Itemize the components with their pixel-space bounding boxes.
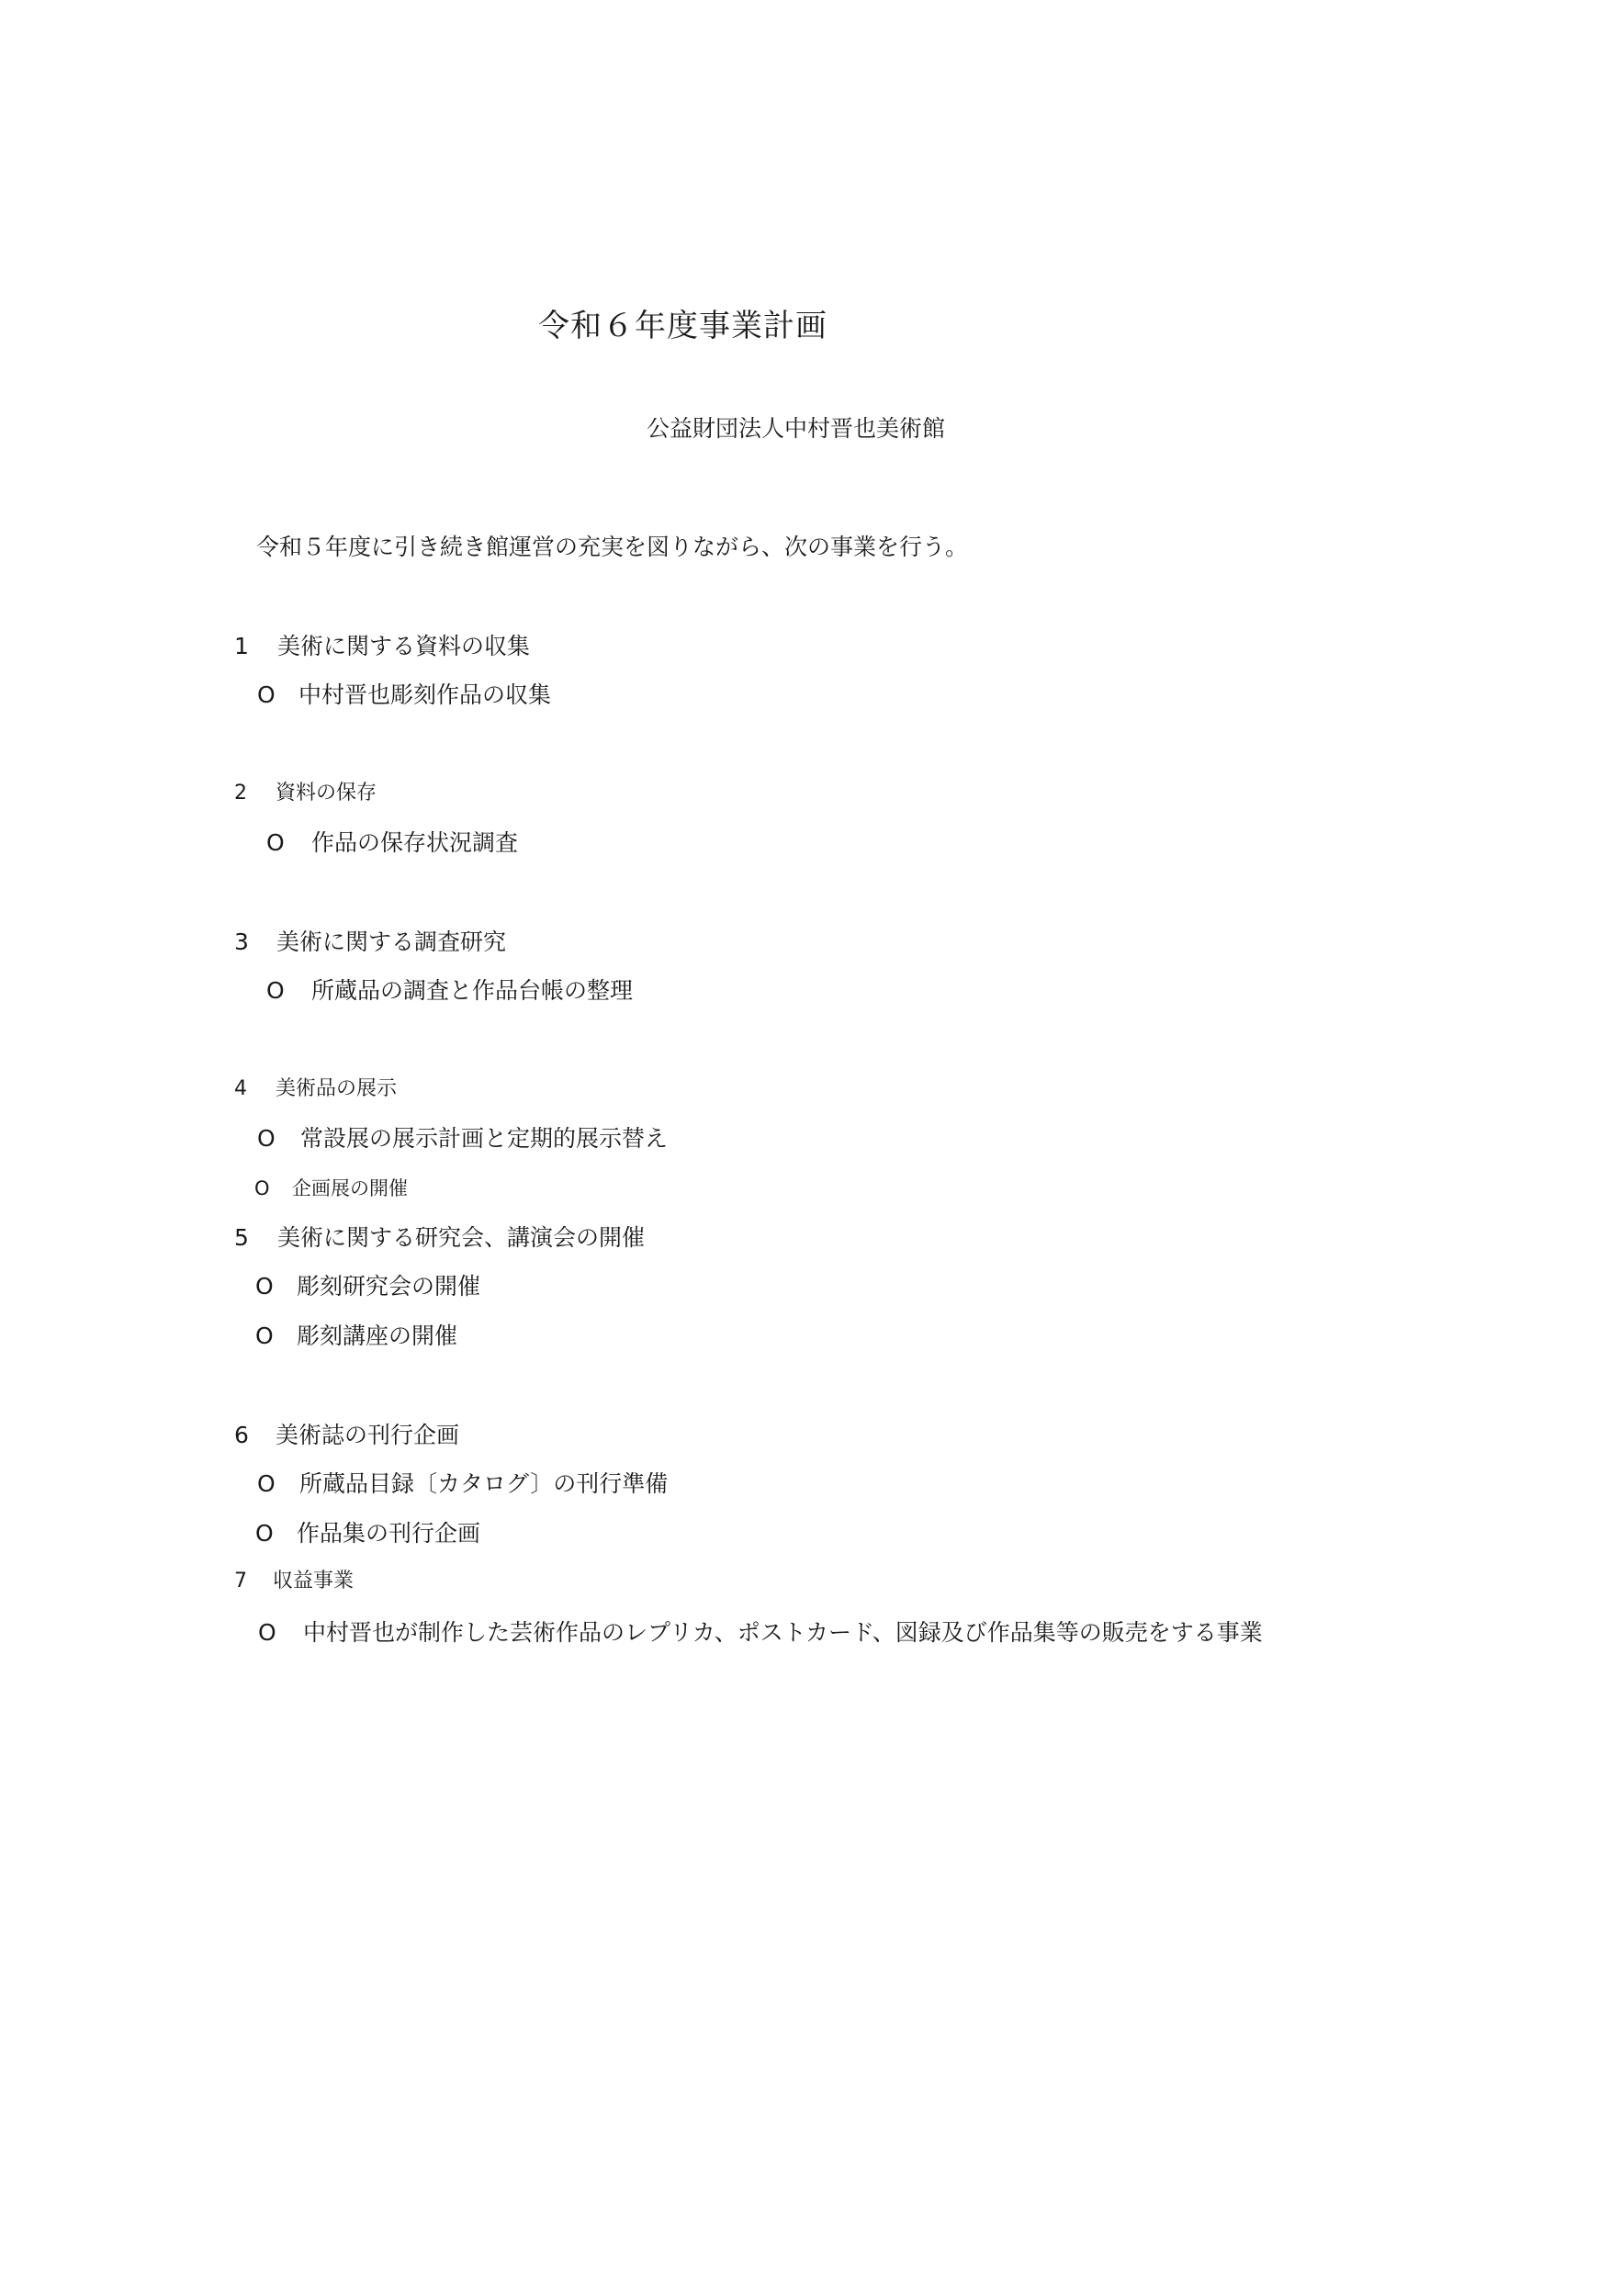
section-title: 資料の保存 (276, 782, 377, 805)
section-heading (234, 1079, 397, 1099)
list-item (258, 1621, 1263, 1644)
bullet-marker: O (254, 1177, 270, 1199)
list-item (266, 979, 633, 1002)
section-title: 美術誌の刊行企画 (276, 1422, 460, 1448)
intro-paragraph: 令和５年度に引き続き館運営の充実を図りながら、次の事業を行う。 (256, 534, 969, 560)
list-item (255, 1522, 480, 1545)
section-heading (234, 635, 530, 658)
section-heading (234, 930, 506, 953)
list-item (257, 1127, 668, 1150)
bullet-marker: O (255, 1273, 274, 1300)
list-item-text: 常設展の展示計画と定期的展示替え (300, 1125, 669, 1152)
section-heading (234, 1424, 459, 1446)
document-title: 令和６年度事業計画 (538, 308, 827, 344)
section-heading (234, 783, 377, 804)
bullet-marker: O (266, 977, 285, 1004)
list-item (257, 1472, 668, 1495)
section-number: 4 (234, 1077, 247, 1100)
list-item (257, 683, 551, 706)
section-heading (234, 1571, 354, 1592)
section-title: 美術品の展示 (276, 1077, 398, 1100)
organization-name: 公益財団法人中村晋也美術館 (647, 415, 946, 442)
list-item (255, 1275, 480, 1298)
list-item-text: 企画展の開催 (292, 1177, 408, 1199)
list-item (254, 1179, 408, 1199)
list-item (255, 1324, 457, 1347)
section-number: 6 (234, 1422, 249, 1448)
list-item-text: 彫刻研究会の開催 (297, 1273, 481, 1300)
list-item-text: 所蔵品目録〔カタログ〕の刊行準備 (299, 1470, 669, 1497)
list-item-text: 作品の保存状況調査 (311, 829, 519, 856)
section-title: 美術に関する調査研究 (276, 929, 507, 955)
bullet-marker: O (255, 1322, 274, 1349)
list-item-text: 中村晋也彫刻作品の収集 (298, 681, 552, 708)
section-number: 1 (234, 633, 249, 659)
bullet-marker: O (255, 1520, 274, 1547)
section-title: 美術に関する資料の収集 (277, 633, 531, 659)
bullet-marker: O (258, 1619, 276, 1646)
list-item-text: 作品集の刊行企画 (297, 1520, 481, 1547)
bullet-marker: O (257, 681, 276, 708)
section-number: 2 (234, 782, 247, 805)
list-item (266, 831, 518, 854)
list-item-text: 所蔵品の調査と作品台帳の整理 (311, 977, 634, 1004)
section-title: 美術に関する研究会、講演会の開催 (277, 1224, 646, 1251)
section-number: 3 (234, 929, 249, 955)
list-item-text: 中村晋也が制作した芸術作品のレプリカ、ポストカード、図録及び作品集等の販売をする事業 (303, 1619, 1263, 1646)
section-title: 収益事業 (273, 1570, 355, 1593)
bullet-marker: O (257, 1470, 276, 1497)
list-item-text: 彫刻講座の開催 (297, 1322, 458, 1349)
section-number: 5 (234, 1224, 249, 1251)
section-number: 7 (234, 1570, 247, 1593)
bullet-marker: O (257, 1125, 276, 1152)
bullet-marker: O (266, 829, 285, 856)
section-heading (234, 1226, 645, 1249)
